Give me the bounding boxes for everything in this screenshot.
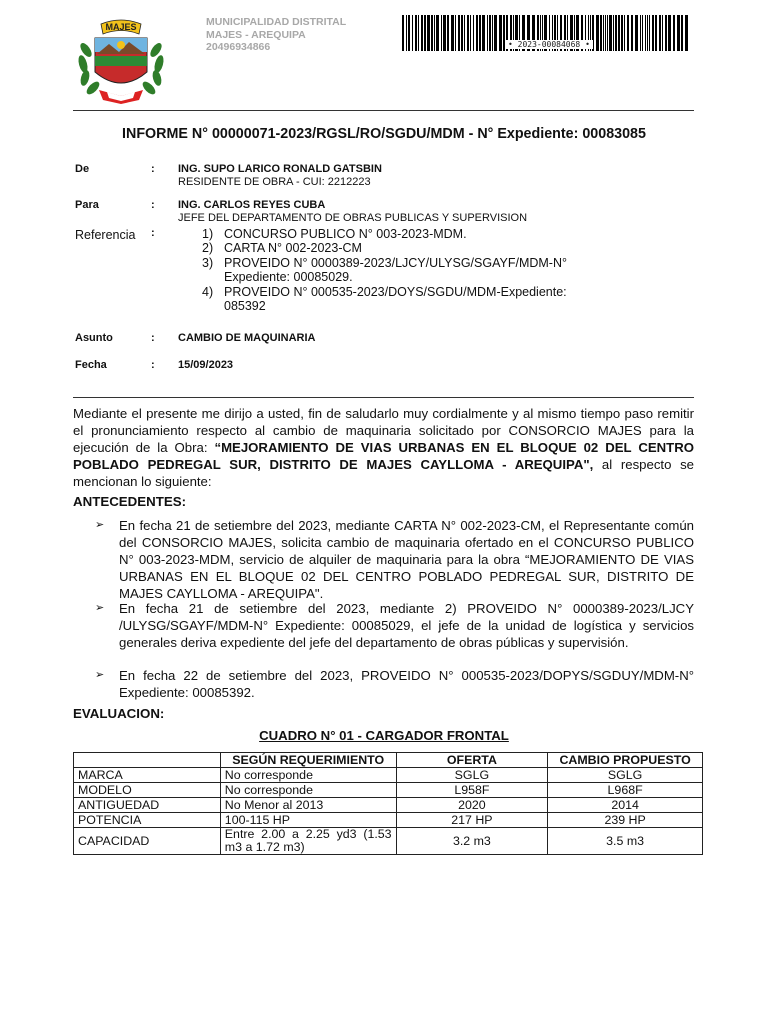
municipality-name	[206, 16, 346, 54]
intro-text: Mediante el presente me dirijo a usted, fin de saludarlo muy cordialmente y al mismo tiempo paso remitir el pronunciamiento respecto al cambio de maquinaria solicitado por CONSORCIO MAJES para la ejecución de la Obra:	[73, 406, 694, 455]
bullet-arrow-icon: ➢	[95, 602, 105, 614]
barcode-bar	[677, 15, 680, 51]
from-name: ING. SUPO LARICO RONALD GATSBIN	[178, 163, 382, 175]
table-cell: MODELO	[74, 783, 221, 798]
date-value	[178, 359, 233, 372]
table-cell: L958F	[396, 783, 548, 798]
to-label: Para	[75, 199, 99, 211]
table-cell: 217 HP	[396, 813, 548, 828]
reference-item-text-cont: Expediente: 00085029.	[224, 270, 353, 285]
reference-item-text: CONCURSO PUBLICO N° 003-2023-MDM.	[224, 227, 467, 241]
intro-text-end: al respecto se mencionan lo siguiente:	[73, 457, 695, 489]
barcode-bar	[421, 15, 423, 51]
barcode-bar	[681, 15, 683, 51]
barcode-bar	[461, 15, 463, 51]
from-value	[178, 163, 382, 189]
intro-paragraph	[73, 405, 694, 490]
barcode-bar	[621, 15, 623, 51]
barcode-bar	[615, 15, 617, 51]
municipality-seal-logo	[73, 14, 169, 104]
reference-list	[202, 227, 567, 313]
table-cell: ANTIGUEDAD	[74, 798, 221, 813]
table-cell: No corresponde	[220, 783, 396, 798]
table-cell: 3.2 m3	[396, 828, 548, 855]
reference-item-number: 1)	[202, 227, 214, 241]
municipality-line-2: MAJES - AREQUIPA	[206, 28, 306, 41]
evaluation-table	[73, 752, 703, 855]
barcode-bar	[455, 15, 456, 51]
barcode-bar	[605, 15, 606, 51]
from-role: RESIDENTE DE OBRA - CUI: 2212223	[178, 176, 371, 188]
report-title: INFORME N° 00000071-2023/RGSL/RO/SGDU/MDM - N° Expediente: 00083085	[122, 126, 646, 142]
barcode-bar	[473, 15, 474, 51]
table-row	[74, 768, 703, 783]
evaluacion-heading: EVALUACION:	[73, 706, 165, 721]
barcode-bar	[640, 15, 641, 51]
barcode-bar	[645, 15, 646, 51]
barcode-bar	[649, 15, 650, 51]
table-cell: SGLG	[548, 768, 703, 783]
column-header: OFERTA	[396, 753, 548, 768]
table-cell: L968F	[548, 783, 703, 798]
barcode-bar	[596, 15, 599, 51]
barcode-bar	[665, 15, 667, 51]
municipality-line-1: MUNICIPALIDAD DISTRITAL	[206, 16, 347, 28]
table-cell: 3.5 m3	[548, 828, 703, 855]
reference-label: Referencia	[75, 228, 136, 242]
barcode-bar	[603, 15, 604, 51]
barcode-bar	[470, 15, 471, 51]
barcode-bar	[609, 15, 612, 51]
column-header: CAMBIO PROPUESTO	[548, 753, 703, 768]
barcode-bar	[647, 15, 648, 51]
barcode-bar	[427, 15, 430, 51]
barcode-bar	[406, 15, 407, 51]
antecedente-item	[97, 600, 694, 668]
table-cell: POTENCIA	[74, 813, 221, 828]
barcode-bar	[668, 15, 671, 51]
to-colon: :	[151, 199, 155, 211]
barcode-bar	[447, 15, 449, 51]
barcode-bar	[458, 15, 460, 51]
municipality-ruc: 20496934866	[206, 41, 271, 53]
barcode-bar	[627, 15, 629, 51]
reference-item-text-cont: 085392	[224, 299, 266, 314]
barcode-bar	[415, 15, 417, 51]
to-name: ING. CARLOS REYES CUBA	[178, 199, 326, 211]
barcode-bar	[479, 15, 481, 51]
table-cell: CAPACIDAD	[74, 828, 221, 855]
antecedente-text: En fecha 21 de setiembre del 2023, mediante CARTA N° 002-2023-CM, el Representante común del CONSORCIO MAJES, solicita cambio de maquinaria ofertado en el CONCURSO PUBLICO N° 003-2023-MDM, servicio de alquiler de maquinaria para la obra “MEJORAMIENTO DE VIAS URBANAS EN EL BLOQUE 02 DEL CENTRO POBLADO PEDREGAL SUR, DISTRITO DE MAJES CAYLLOMA - AREQUIPA".	[119, 518, 694, 601]
reference-item	[202, 285, 567, 314]
table-row	[74, 798, 703, 813]
bullet-arrow-icon: ➢	[95, 519, 105, 531]
barcode-bar	[642, 15, 643, 51]
antecedente-item	[97, 517, 694, 602]
table-cell: 100-115 HP	[220, 813, 396, 828]
barcode-bar	[436, 15, 439, 51]
barcode-bar	[482, 15, 485, 51]
barcode-bar	[431, 15, 433, 51]
antecedentes-heading: ANTECEDENTES:	[73, 494, 187, 509]
barcode-bar	[494, 15, 497, 51]
barcode-bar	[613, 15, 614, 51]
table-row	[74, 813, 703, 828]
barcode-bar	[635, 15, 638, 51]
from-label: De	[75, 163, 90, 175]
bullet-arrow-icon: ➢	[95, 669, 105, 681]
table-cell: Entre 2.00 a 2.25 yd3 (1.53 m3 a 1.72 m3)	[220, 828, 396, 855]
barcode-bar	[467, 15, 469, 51]
meta-divider	[73, 397, 694, 398]
reference-item	[202, 241, 567, 255]
reference-item-number: 3)	[202, 255, 214, 270]
antecedente-item	[97, 667, 694, 701]
svg-text:MAJES: MAJES	[105, 22, 137, 32]
barcode-bar	[600, 15, 602, 51]
reference-item-text: CARTA N° 002-2023-CM	[224, 241, 362, 256]
reference-item-text: PROVEIDO N° 000535-2023/DOYS/SGDU/MDM-Expediente:	[224, 284, 567, 299]
project-name: “MEJORAMIENTO DE VIAS URBANAS EN EL BLOQUE 02 DEL CENTRO POBLADO PEDREGAL SUR, DISTRITO DE MAJES CAYLLOMA - AREQUIPA",	[73, 440, 694, 472]
barcode-bar	[434, 15, 435, 51]
column-header	[74, 753, 221, 768]
from-colon: :	[151, 163, 155, 175]
reference-colon: :	[151, 227, 155, 239]
table-cell: 2014	[548, 798, 703, 813]
barcode-bar	[489, 15, 491, 51]
barcode-bar	[487, 15, 488, 51]
reference-item-number: 4)	[202, 284, 214, 299]
barcode-bar	[618, 15, 620, 51]
barcode-bar	[499, 15, 502, 51]
header-divider	[73, 110, 694, 111]
table-row	[74, 783, 703, 798]
barcode-bar	[652, 15, 654, 51]
barcode-bar	[464, 15, 465, 51]
table-header-row	[74, 753, 703, 768]
barcode-bar	[673, 15, 675, 51]
barcode-bar	[451, 15, 454, 51]
antecedente-text: En fecha 21 de setiembre del 2023, mediante 2) PROVEIDO N° 0000389-2023/LJCY /ULYSG/SGAYF/MDM-N° Expediente: 00085029, el jefe de la unidad de logística y servicios generales deriva expediente del jefe del departamento de obras públicas y supervisión.	[119, 601, 694, 650]
reference-item-text: PROVEIDO N° 0000389-2023/LJCY/ULYSG/SGAYF/MDM-N°	[224, 255, 567, 270]
table-cell: 2020	[396, 798, 548, 813]
barcode-bar	[418, 15, 419, 51]
to-role: JEFE DEL DEPARTAMENTO DE OBRAS PUBLICAS Y SUPERVISION	[178, 212, 528, 224]
barcode-bar	[412, 15, 413, 51]
barcode-bar	[662, 15, 663, 51]
barcode-bar	[402, 15, 404, 51]
table-cell: No corresponde	[220, 768, 396, 783]
date-colon: :	[151, 359, 155, 371]
table-cell: No Menor al 2013	[220, 798, 396, 813]
barcode-bar	[408, 15, 410, 51]
table-cell: MARCA	[74, 768, 221, 783]
barcode-bar	[624, 15, 625, 51]
table-row	[74, 828, 703, 855]
date-text: 15/09/2023	[178, 359, 234, 371]
table-title: CUADRO N° 01 - CARGADOR FRONTAL	[259, 728, 509, 743]
subject-value	[178, 332, 316, 345]
barcode-bar	[492, 15, 493, 51]
subject-colon: :	[151, 332, 155, 344]
date-label: Fecha	[75, 359, 107, 371]
barcode-bar	[441, 15, 442, 51]
barcode-bar	[631, 15, 633, 51]
subject-text: CAMBIO DE MAQUINARIA	[178, 332, 316, 344]
reference-item	[202, 256, 567, 285]
barcode-bar	[476, 15, 478, 51]
reference-item-number: 2)	[202, 241, 214, 256]
table-cell: 239 HP	[548, 813, 703, 828]
subject-label: Asunto	[75, 332, 113, 344]
barcode-bar	[655, 15, 657, 51]
barcode-number: • 2023-00084068 •	[505, 40, 593, 49]
barcode-bar	[659, 15, 661, 51]
antecedente-text: En fecha 22 de setiembre del 2023, PROVEIDO N° 000535-2023/DOPYS/SGDUY/MDM-N° Expediente: 00085392.	[119, 668, 694, 700]
barcode-bar	[424, 15, 426, 51]
barcode-bar	[443, 15, 446, 51]
table-cell: SGLG	[396, 768, 548, 783]
barcode-bar	[685, 15, 688, 51]
column-header: SEGÚN REQUERIMIENTO	[220, 753, 396, 768]
to-value	[178, 199, 527, 225]
reference-item	[202, 227, 567, 241]
barcode-bar	[607, 15, 608, 51]
